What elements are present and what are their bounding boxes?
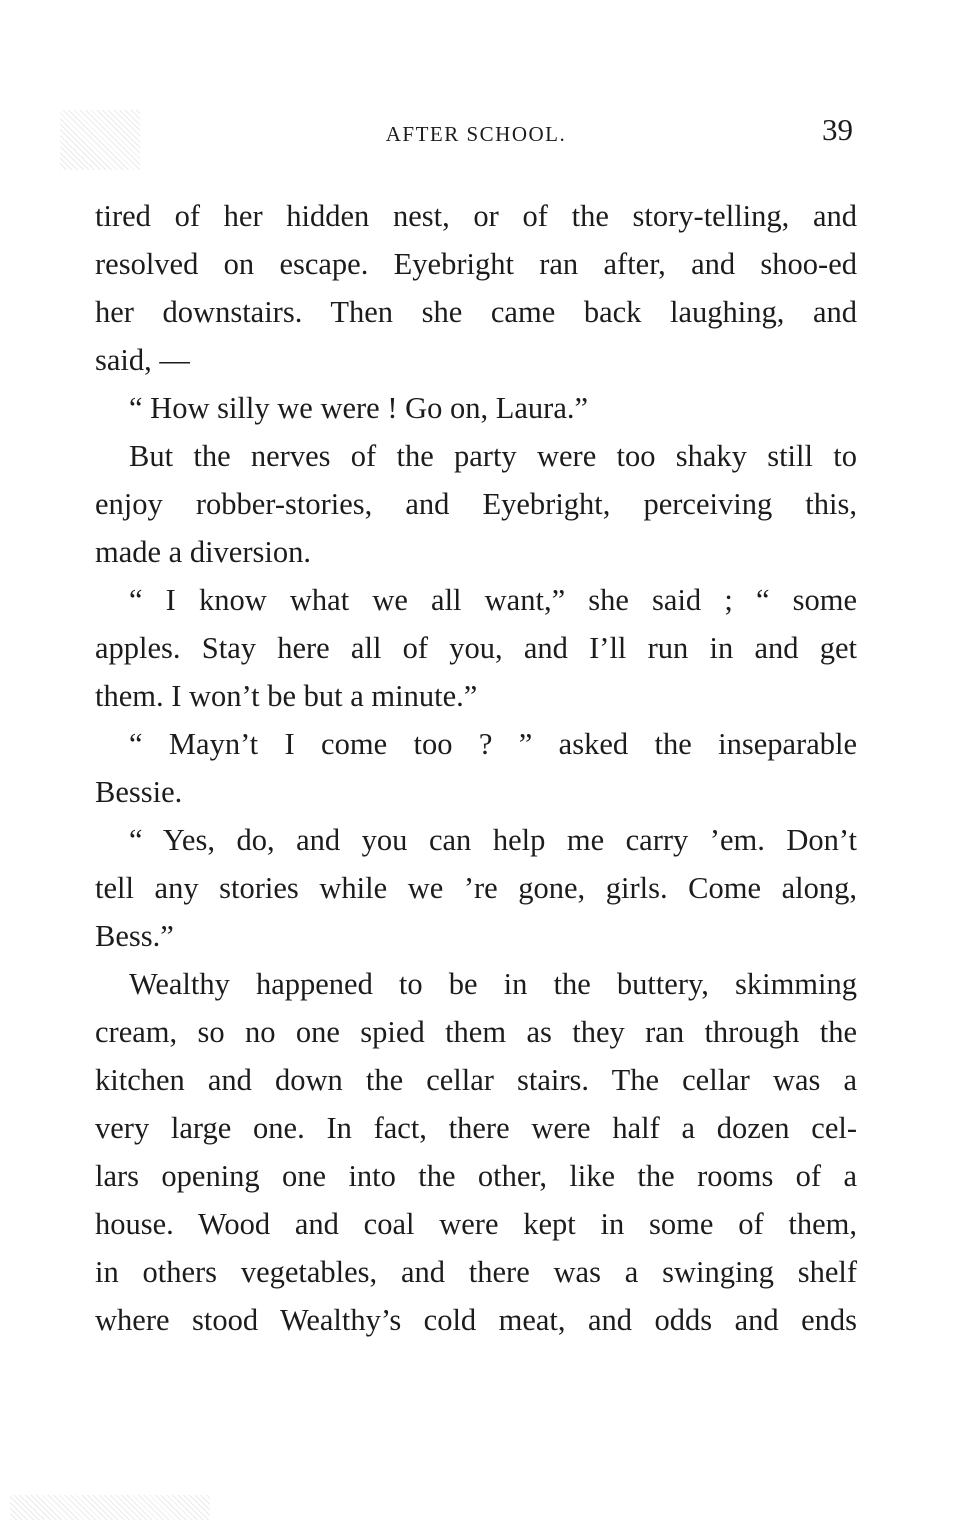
- page-number: 39: [822, 112, 853, 147]
- running-head: [95, 112, 857, 152]
- text-line: apples. Stay here all of you, and I’ll run in and get: [95, 631, 857, 665]
- text-line: tired of her hidden nest, or of the story-telling, and: [95, 199, 857, 233]
- text-line: made a diversion.: [95, 535, 311, 569]
- text-line: But the nerves of the party were too shaky still to: [129, 439, 857, 473]
- text-line: house. Wood and coal were kept in some of them,: [95, 1207, 857, 1241]
- text-line: “ Yes, do, and you can help me carry ’em. Don’t: [129, 823, 857, 857]
- body-text: [95, 192, 857, 1344]
- text-line: cream, so no one spied them as they ran through the: [95, 1015, 857, 1049]
- text-line: tell any stories while we ’re gone, girls. Come along,: [95, 871, 857, 905]
- text-line: kitchen and down the cellar stairs. The cellar was a: [95, 1063, 857, 1097]
- text-line: resolved on escape. Eyebright ran after, and shoo-ed: [95, 247, 857, 281]
- text-line: in others vegetables, and there was a swinging shelf: [95, 1255, 857, 1289]
- text-line: “ Mayn’t I come too ? ” asked the inseparable: [129, 727, 857, 761]
- paper-speckle-bottom-left: [10, 1495, 210, 1520]
- text-line: “ How silly we were ! Go on, Laura.”: [129, 391, 589, 425]
- text-line: Wealthy happened to be in the buttery, skimming: [129, 967, 857, 1001]
- text-line: enjoy robber-stories, and Eyebright, perceiving this,: [95, 487, 857, 521]
- text-line: lars opening one into the other, like the rooms of a: [95, 1159, 857, 1193]
- text-line: “ I know what we all want,” she said ; “ some: [129, 583, 857, 617]
- text-line: Bess.”: [95, 919, 174, 953]
- running-title: AFTER SCHOOL.: [385, 122, 567, 146]
- text-line: said, —: [95, 343, 190, 377]
- text-line: Bessie.: [95, 775, 183, 809]
- text-line: very large one. In fact, there were half a dozen cel-: [95, 1111, 857, 1145]
- text-line: her downstairs. Then she came back laughing, and: [95, 295, 857, 329]
- text-line: them. I won’t be but a minute.”: [95, 679, 478, 713]
- text-line: where stood Wealthy’s cold meat, and odds and ends: [95, 1303, 857, 1337]
